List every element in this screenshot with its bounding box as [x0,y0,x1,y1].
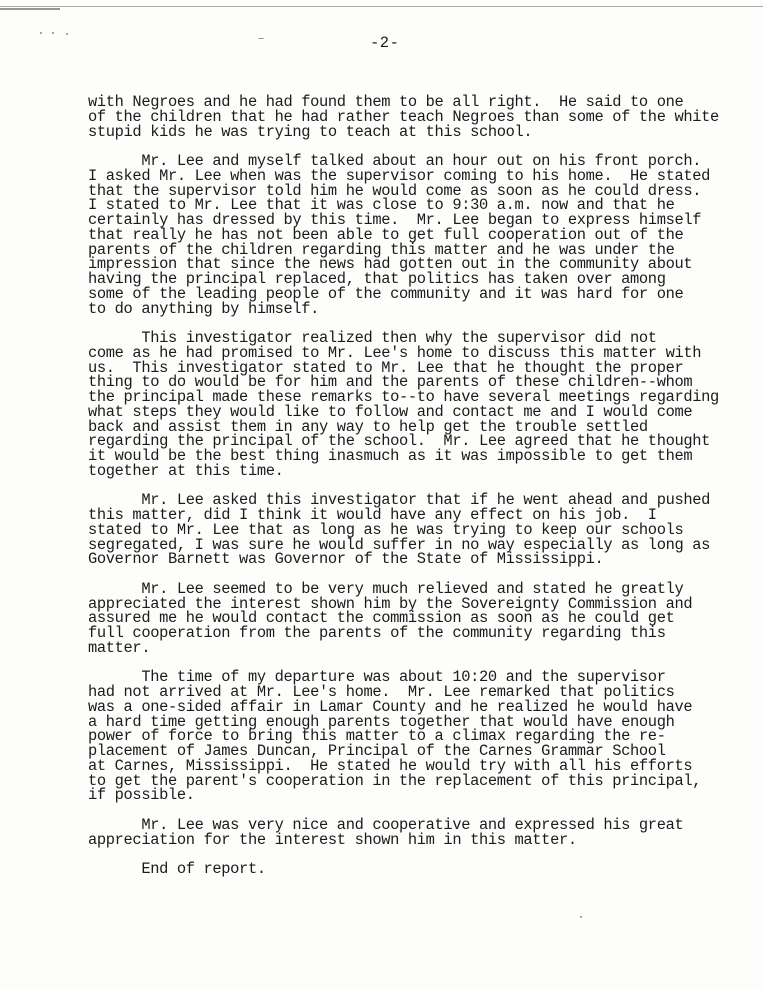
text-line: I asked Mr. Lee when was the supervisor coming to his home. He stated [88,166,711,185]
text-line: Mr. Lee was very nice and cooperative and expressed his great [88,815,684,834]
top-edge-mark [0,8,60,10]
paragraph [88,815,738,849]
speck [258,38,264,39]
text-line: to get the parent's cooperation in the replacement of this principal, [88,771,702,790]
text-line: with Negroes and he had found them to be all right. He said to one [88,93,684,111]
paragraph [88,331,738,479]
speck [52,32,54,34]
text-line: had not arrived at Mr. Lee's home. Mr. Lee remarked that politics [88,683,675,701]
speck [66,33,68,35]
text-line: this matter, did I think it would have any effect on his job. I [88,506,657,524]
text-line: together at this time. [88,461,284,480]
text-line: if possible. [88,786,195,805]
text-line: matter. [88,638,151,657]
text-line: impression that since the news had gotten out in the community about [88,255,693,274]
paragraph [88,862,738,877]
paragraph [88,670,738,803]
text-line: Mr. Lee seemed to be very much relieved and stated he greatly [88,579,684,598]
text-line: it would be the best thing inasmuch as it was impossible to get them [88,447,693,465]
text-line: power of force to bring this matter to a climax regarding the re- [88,727,666,746]
page-number: -2- [370,34,400,52]
text-line: at Carnes, Mississippi. He stated he would try with all his efforts [88,756,693,775]
text-line: a hard time getting enough parents together that would have enough [88,712,675,731]
text-line: the principal made these remarks to--to have several meetings regarding [88,388,719,406]
text-line: us. This investigator stated to Mr. Lee that he thought the proper [88,358,684,377]
paragraph [88,154,738,316]
text-line: thing to do would be for him and the parents of these children--whom [88,373,693,392]
speck [580,916,582,918]
text-line: full cooperation from the parents of the community regarding this [88,624,666,642]
report-body [88,95,738,892]
top-edge-line [0,6,763,7]
text-line: having the principal replaced, that politics has taken over among [88,270,666,288]
text-line: stupid kids he was trying to teach at this school. [88,122,533,141]
text-line: segregated, I was sure he would suffer in no way especially as long as [88,535,711,554]
text-line: End of report. [88,860,266,878]
text-line: appreciation for the interest shown him in this matter. [88,830,577,849]
text-line: appreciated the interest shown him by the Sovereignty Commission and [88,594,693,613]
text-line: was a one-sided affair in Lamar County and he realized he would have [88,697,693,716]
paragraph [88,579,738,657]
text-line: assured me he would contact the commission as soon as he could get [88,609,675,628]
text-line: placement of James Duncan, Principal of the Carnes Grammar School [88,742,666,760]
text-line: that the supervisor told him he would come as soon as he could dress. [88,181,702,200]
text-line: I stated to Mr. Lee that it was close to 9:30 a.m. now and that he [88,196,675,215]
paragraph [88,493,738,567]
text-line: certainly has dressed by this time. Mr. Lee began to express himself [88,211,702,229]
text-line: Mr. Lee and myself talked about an hour out on his front porch. [88,152,702,170]
text-line: parents of the children regarding this matter and he was under the [88,240,675,259]
text-line: what steps they would like to follow and contact me and I would come [88,402,693,421]
text-line: Governor Barnett was Governor of the State of Mississippi. [88,550,604,569]
text-line: regarding the principal of the school. Mr. Lee agreed that he thought [88,432,711,451]
paragraph [88,95,738,139]
text-line: come as he had promised to Mr. Lee's home to discuss this matter with [88,343,702,362]
text-line: Mr. Lee asked this investigator that if he went ahead and pushed [88,491,711,510]
text-line: back and assist them in any way to help get the trouble settled [88,417,648,436]
speck [40,32,42,34]
text-line: stated to Mr. Lee that as long as he was trying to keep our schools [88,520,684,539]
text-line: This investigator realized then why the supervisor did not [88,329,657,347]
text-line: that really he has not been able to get full cooperation out of the [88,225,684,244]
text-line: some of the leading people of the community and it was hard for one [88,284,684,303]
text-line: of the children that he had rather teach Negroes than some of the white [88,107,719,126]
text-line: The time of my departure was about 10:20 and the supervisor [88,668,666,687]
text-line: to do anything by himself. [88,299,320,318]
